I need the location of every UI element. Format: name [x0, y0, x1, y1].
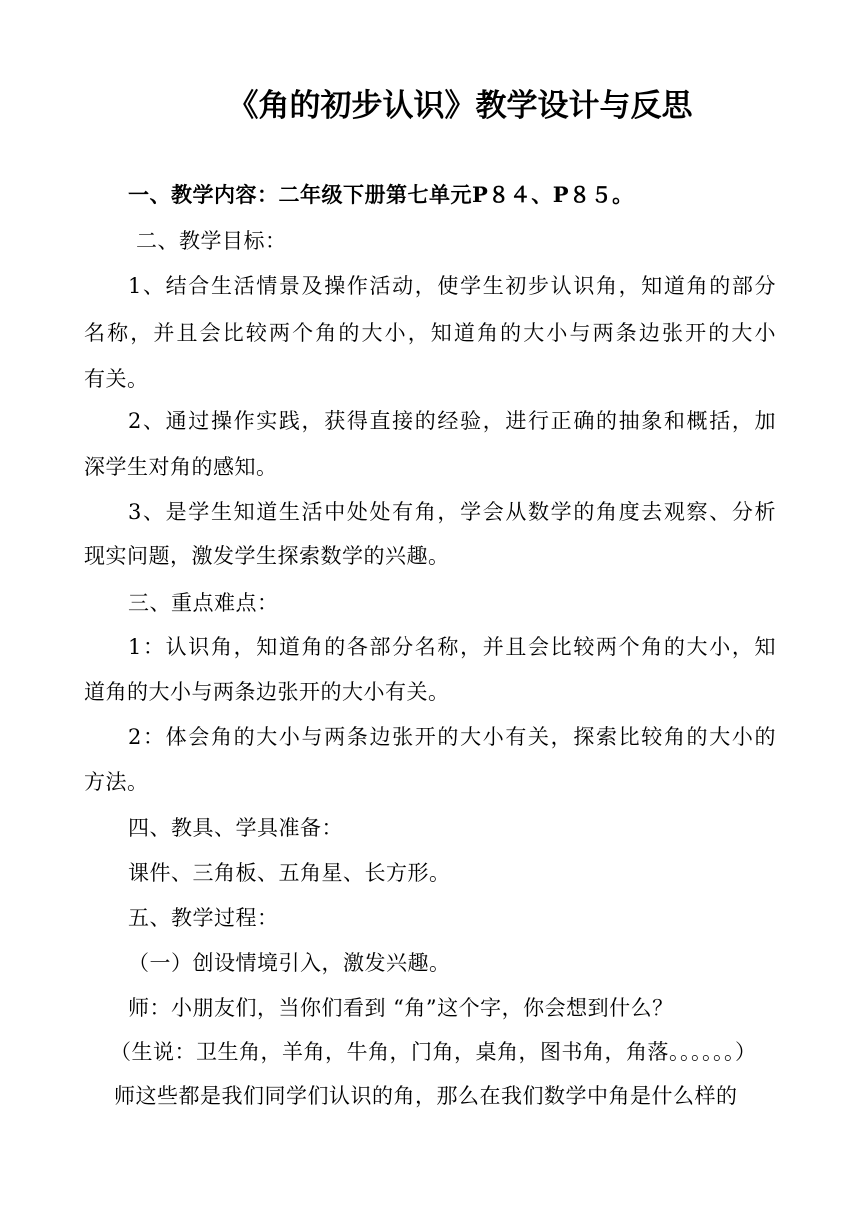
paragraph-line: 师这些都是我们同学们认识的角，那么在我们数学中角是什么样的: [114, 1084, 738, 1108]
section-heading-process: 五、教学过程：: [128, 906, 279, 930]
section-heading-teaching-goals: 二、教学目标：: [136, 229, 287, 253]
document-title: 《角的初步认识》教学设计与反思: [227, 88, 693, 124]
section-heading-teaching-content: 一、教学内容：二年级下册第七单元P８４、P８５。: [128, 182, 634, 207]
paragraph-line: 1、结合生活情景及操作活动，使学生初步认识角，知道角的部分: [128, 274, 776, 298]
paragraph-line: 道角的大小与两条边张开的大小有关。: [84, 680, 450, 704]
paragraph-line: 3、是学生知道生活中处处有角，学会从数学的角度去观察、分析: [128, 500, 776, 524]
paragraph-line: 1：认识角，知道角的各部分名称，并且会比较两个角的大小，知: [128, 635, 776, 659]
paragraph-line: 方法。: [84, 770, 149, 794]
paragraph-line: 2、通过操作实践，获得直接的经验，进行正确的抽象和概括，加: [128, 409, 776, 433]
section-heading-materials: 四、教具、学具准备：: [128, 816, 343, 840]
paragraph-line: 课件、三角板、五角星、长方形。: [128, 861, 451, 885]
subsection-heading: （一）创设情境引入，激发兴趣。: [128, 951, 451, 975]
section-heading-key-points: 三、重点难点：: [128, 591, 279, 615]
paragraph-line: 师：小朋友们，当你们看到 “角”这个字，你会想到什么？: [128, 996, 674, 1020]
paragraph-line: 现实问题，激发学生探索数学的兴趣。: [84, 544, 450, 568]
paragraph-line: 名称，并且会比较两个角的大小，知道角的大小与两条边张开的大小: [84, 321, 776, 345]
paragraph-line: 2：体会角的大小与两条边张开的大小有关，探索比较角的大小的: [128, 725, 776, 749]
paragraph-line: 有关。: [84, 367, 149, 391]
paragraph-line: （生说：卫生角，羊角，牛角，门角，桌角，图书角，角落。。。。。。）: [110, 1040, 757, 1064]
paragraph-line: 深学生对角的感知。: [84, 455, 278, 479]
